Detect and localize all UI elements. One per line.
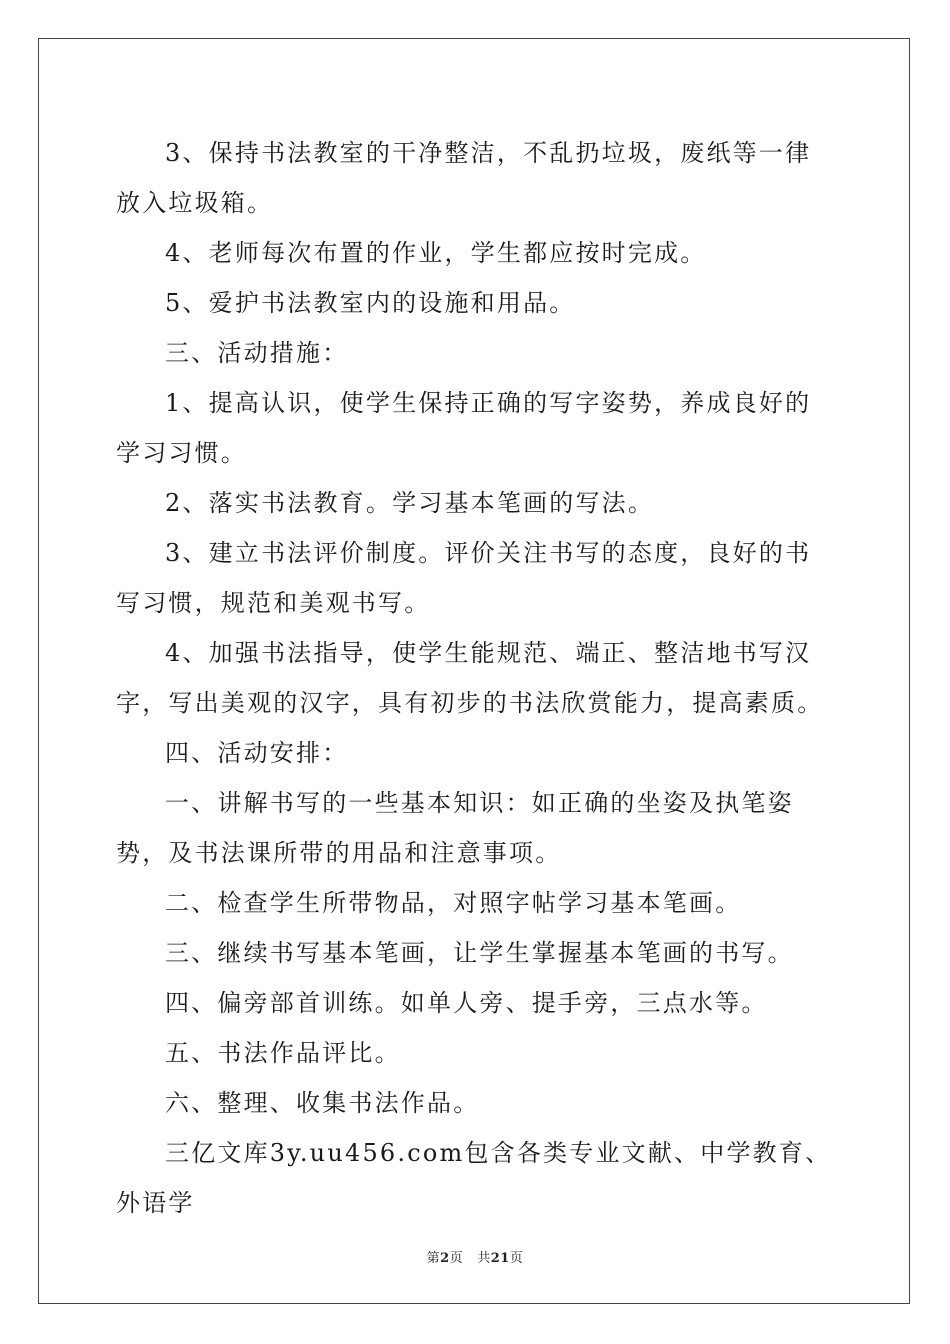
section-heading: 三、活动措施： [165, 339, 349, 367]
total-label-prefix: 共 [477, 1251, 491, 1266]
paragraph: 4、加强书法指导，使学生能规范、端正、整洁地书写汉字，写出美观的汉字，具有初步的书法欣赏能力，提高素质。 [116, 639, 824, 717]
document-body [116, 128, 834, 1228]
page-label-suffix: 页 [449, 1251, 464, 1266]
page-label-prefix: 第 [426, 1251, 441, 1266]
paragraph: 三亿文库3y.uu456.com包含各类专业文献、中学教育、外语学 [116, 1139, 832, 1217]
paragraph: 一、讲解书写的一些基本知识：如正确的坐姿及执笔姿势，及书法课所带的用品和注意事项。 [116, 789, 794, 867]
paragraph: 六、整理、收集书法作品。 [165, 1089, 480, 1117]
paragraph: 二、检查学生所带物品，对照字帖学习基本笔画。 [165, 889, 742, 917]
paragraph: 四、偏旁部首训练。如单人旁、提手旁，三点水等。 [165, 989, 768, 1017]
paragraph: 三、继续书写基本笔画，让学生掌握基本笔画的书写。 [165, 939, 794, 967]
paragraph: 4、老师每次布置的作业，学生都应按时完成。 [165, 239, 707, 267]
total-label-suffix: 页 [509, 1251, 524, 1266]
paragraph: 1、提高认识，使学生保持正确的写字姿势，养成良好的学习习惯。 [116, 389, 812, 467]
paragraph: 3、保持书法教室的干净整洁，不乱扔垃圾，废纸等一律放入垃圾箱。 [116, 139, 812, 217]
paragraph: 5、爱护书法教室内的设施和用品。 [165, 289, 576, 317]
total-pages: 21 [490, 1251, 510, 1266]
paragraph: 3、建立书法评价制度。评价关注书写的态度，良好的书写习惯，规范和美观书写。 [116, 539, 812, 617]
page-number: 2 [440, 1251, 450, 1266]
page-footer [0, 1247, 950, 1266]
paragraph: 五、书法作品评比。 [165, 1039, 401, 1067]
section-heading: 四、活动安排： [165, 739, 349, 767]
paragraph: 2、落实书法教育。学习基本笔画的写法。 [165, 489, 655, 517]
